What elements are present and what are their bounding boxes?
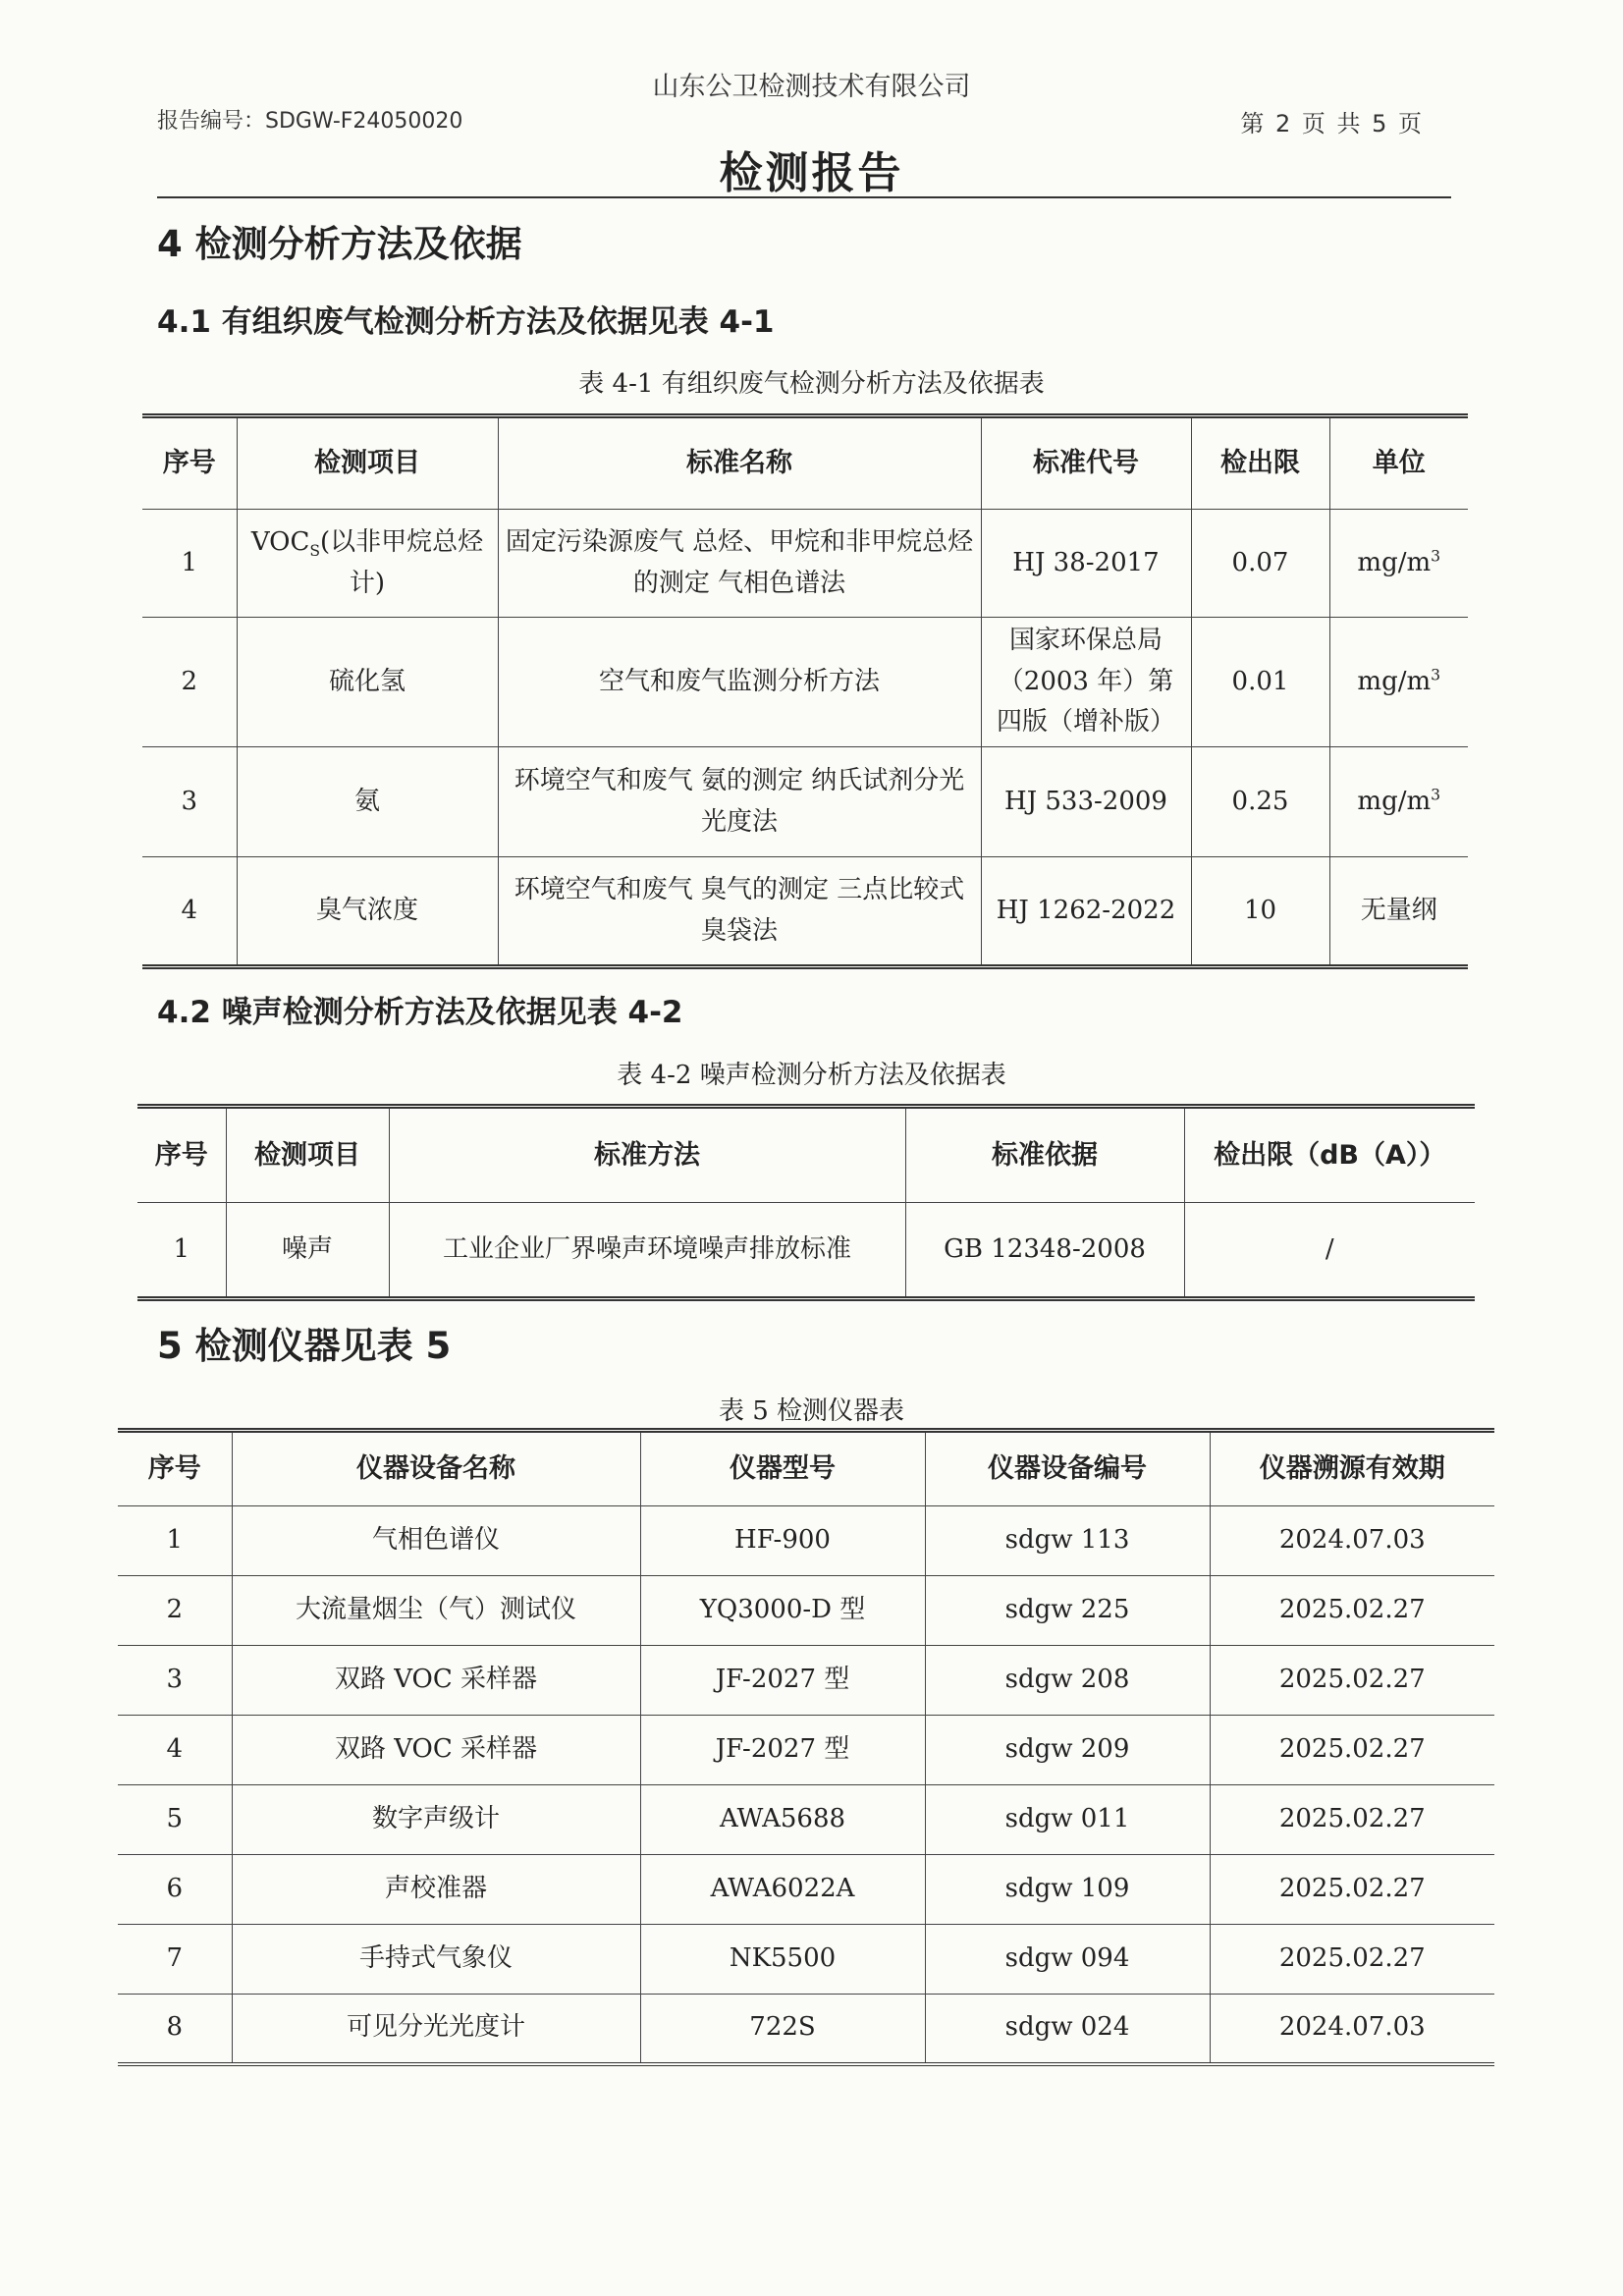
instrument-model: JF-2027 型 bbox=[640, 1646, 925, 1716]
detection-limit: 0.07 bbox=[1191, 510, 1329, 618]
detection-limit: 0.25 bbox=[1191, 747, 1329, 857]
col-header: 单位 bbox=[1329, 416, 1468, 510]
item-main: 氨 bbox=[353, 786, 380, 816]
col-header: 仪器设备名称 bbox=[232, 1431, 640, 1506]
table-row bbox=[142, 857, 1468, 967]
row-number: 1 bbox=[137, 1203, 226, 1299]
validity-date: 2024.07.03 bbox=[1210, 1995, 1494, 2064]
col-header: 检出限 bbox=[1191, 416, 1329, 510]
validity-date: 2024.07.03 bbox=[1210, 1506, 1494, 1576]
standard-name: 环境空气和废气 臭气的测定 三点比较式臭袋法 bbox=[498, 857, 981, 967]
table-row bbox=[118, 1646, 1494, 1716]
table-row bbox=[142, 510, 1468, 618]
col-header: 检测项目 bbox=[226, 1107, 389, 1203]
instrument-name: 双路 VOC 采样器 bbox=[232, 1716, 640, 1785]
standard-code: 国家环保总局（2003 年）第四版（增补版） bbox=[981, 618, 1191, 747]
row-number: 3 bbox=[142, 747, 237, 857]
validity-date: 2025.02.27 bbox=[1210, 1646, 1494, 1716]
instrument-model: AWA6022A bbox=[640, 1855, 925, 1925]
instrument-name: 双路 VOC 采样器 bbox=[232, 1646, 640, 1716]
detection-limit: 0.01 bbox=[1191, 618, 1329, 747]
table-header-row bbox=[142, 416, 1468, 510]
col-header: 序号 bbox=[118, 1431, 232, 1506]
company-name: 山东公卫检测技术有限公司 bbox=[652, 72, 971, 102]
instrument-model: 722S bbox=[640, 1995, 925, 2064]
header-divider bbox=[157, 196, 1451, 198]
section-4-1-heading: 4.1 有组织废气检测分析方法及依据见表 4-1 bbox=[157, 304, 775, 340]
instrument-name: 数字声级计 bbox=[232, 1785, 640, 1855]
col-header: 标准代号 bbox=[981, 416, 1191, 510]
col-header: 标准依据 bbox=[905, 1107, 1184, 1203]
test-item: 噪声 bbox=[226, 1203, 389, 1299]
row-number: 5 bbox=[118, 1785, 232, 1855]
col-header: 标准名称 bbox=[498, 416, 981, 510]
table-row bbox=[118, 1576, 1494, 1646]
item-main: 臭气浓度 bbox=[315, 895, 418, 925]
table-4-1 bbox=[142, 413, 1468, 969]
validity-date: 2025.02.27 bbox=[1210, 1855, 1494, 1925]
row-number: 4 bbox=[118, 1716, 232, 1785]
table-row bbox=[142, 618, 1468, 747]
row-number: 6 bbox=[118, 1855, 232, 1925]
instrument-model: JF-2027 型 bbox=[640, 1716, 925, 1785]
col-header: 序号 bbox=[137, 1107, 226, 1203]
standard-name: 环境空气和废气 氨的测定 纳氏试剂分光光度法 bbox=[498, 747, 981, 857]
table-row bbox=[118, 1925, 1494, 1995]
unit-main: mg/m bbox=[1357, 547, 1432, 577]
row-number: 2 bbox=[142, 618, 237, 747]
table-4-2 bbox=[137, 1104, 1475, 1301]
row-number: 4 bbox=[142, 857, 237, 967]
item-main: VOC bbox=[250, 526, 310, 557]
standard-basis: GB 12348-2008 bbox=[905, 1203, 1184, 1299]
report-number: 报告编号：SDGW-F24050020 bbox=[157, 109, 463, 134]
instrument-model: YQ3000-D 型 bbox=[640, 1576, 925, 1646]
instrument-id: sdgw 024 bbox=[925, 1995, 1210, 2064]
unit-superscript: 3 bbox=[1431, 547, 1441, 566]
standard-name: 固定污染源废气 总烃、甲烷和非甲烷总烃的测定 气相色谱法 bbox=[498, 510, 981, 618]
table-5-caption: 表 5 检测仪器表 bbox=[718, 1396, 905, 1426]
detection-limit: 10 bbox=[1191, 857, 1329, 967]
table-row bbox=[118, 1855, 1494, 1925]
instrument-id: sdgw 094 bbox=[925, 1925, 1210, 1995]
table-4-2-caption: 表 4-2 噪声检测分析方法及依据表 bbox=[617, 1061, 1006, 1090]
instrument-name: 手持式气象仪 bbox=[232, 1925, 640, 1995]
detection-limit: / bbox=[1184, 1203, 1475, 1299]
standard-name: 空气和废气监测分析方法 bbox=[498, 618, 981, 747]
table-header-row bbox=[118, 1431, 1494, 1506]
row-number: 2 bbox=[118, 1576, 232, 1646]
unit bbox=[1329, 857, 1468, 967]
section-4-heading: 4 检测分析方法及依据 bbox=[157, 223, 522, 265]
col-header: 仪器溯源有效期 bbox=[1210, 1431, 1494, 1506]
test-item bbox=[237, 510, 498, 618]
test-item bbox=[237, 857, 498, 967]
instrument-id: sdgw 109 bbox=[925, 1855, 1210, 1925]
section-5-heading: 5 检测仪器见表 5 bbox=[157, 1325, 452, 1367]
row-number: 1 bbox=[142, 510, 237, 618]
row-number: 7 bbox=[118, 1925, 232, 1995]
col-header: 标准方法 bbox=[389, 1107, 905, 1203]
unit-superscript: 3 bbox=[1431, 666, 1441, 684]
unit-superscript: 3 bbox=[1431, 786, 1441, 804]
table-row bbox=[118, 1785, 1494, 1855]
instrument-id: sdgw 113 bbox=[925, 1506, 1210, 1576]
validity-date: 2025.02.27 bbox=[1210, 1925, 1494, 1995]
table-row bbox=[118, 1995, 1494, 2064]
col-header: 仪器设备编号 bbox=[925, 1431, 1210, 1506]
instrument-model: AWA5688 bbox=[640, 1785, 925, 1855]
item-subscript: S bbox=[309, 541, 321, 560]
unit bbox=[1329, 747, 1468, 857]
col-header: 序号 bbox=[142, 416, 237, 510]
instrument-name: 大流量烟尘（气）测试仪 bbox=[232, 1576, 640, 1646]
col-header: 仪器型号 bbox=[640, 1431, 925, 1506]
item-rest: (以非甲烷总烃计) bbox=[320, 526, 484, 598]
instrument-id: sdgw 011 bbox=[925, 1785, 1210, 1855]
table-row bbox=[118, 1506, 1494, 1576]
unit-main: mg/m bbox=[1357, 786, 1432, 816]
row-number: 8 bbox=[118, 1995, 232, 2064]
instrument-name: 声校准器 bbox=[232, 1855, 640, 1925]
table-5-instruments bbox=[118, 1428, 1494, 2066]
unit bbox=[1329, 618, 1468, 747]
section-4-2-heading: 4.2 噪声检测分析方法及依据见表 4-2 bbox=[157, 995, 683, 1030]
instrument-id: sdgw 208 bbox=[925, 1646, 1210, 1716]
validity-date: 2025.02.27 bbox=[1210, 1716, 1494, 1785]
instrument-model: NK5500 bbox=[640, 1925, 925, 1995]
instrument-name: 气相色谱仪 bbox=[232, 1506, 640, 1576]
standard-code: HJ 1262-2022 bbox=[981, 857, 1191, 967]
col-header: 检出限（dB（A）） bbox=[1184, 1107, 1475, 1203]
instrument-id: sdgw 225 bbox=[925, 1576, 1210, 1646]
test-item bbox=[237, 618, 498, 747]
unit-main: mg/m bbox=[1357, 666, 1432, 696]
row-number: 3 bbox=[118, 1646, 232, 1716]
instrument-id: sdgw 209 bbox=[925, 1716, 1210, 1785]
instrument-model: HF-900 bbox=[640, 1506, 925, 1576]
standard-code: HJ 533-2009 bbox=[981, 747, 1191, 857]
item-main: 硫化氢 bbox=[328, 666, 406, 696]
table-row bbox=[118, 1716, 1494, 1785]
test-item bbox=[237, 747, 498, 857]
standard-code: HJ 38-2017 bbox=[981, 510, 1191, 618]
instrument-name: 可见分光光度计 bbox=[232, 1995, 640, 2064]
table-row bbox=[137, 1203, 1475, 1299]
validity-date: 2025.02.27 bbox=[1210, 1576, 1494, 1646]
unit-main: 无量纲 bbox=[1360, 895, 1437, 925]
page-indicator: 第 2 页 共 5 页 bbox=[1240, 110, 1424, 137]
table-header-row bbox=[137, 1107, 1475, 1203]
col-header: 检测项目 bbox=[237, 416, 498, 510]
validity-date: 2025.02.27 bbox=[1210, 1785, 1494, 1855]
table-4-1-caption: 表 4-1 有组织废气检测分析方法及依据表 bbox=[578, 369, 1045, 399]
standard-method: 工业企业厂界噪声环境噪声排放标准 bbox=[389, 1203, 905, 1299]
document-title: 检测报告 bbox=[719, 148, 904, 198]
row-number: 1 bbox=[118, 1506, 232, 1576]
table-row bbox=[142, 747, 1468, 857]
unit bbox=[1329, 510, 1468, 618]
